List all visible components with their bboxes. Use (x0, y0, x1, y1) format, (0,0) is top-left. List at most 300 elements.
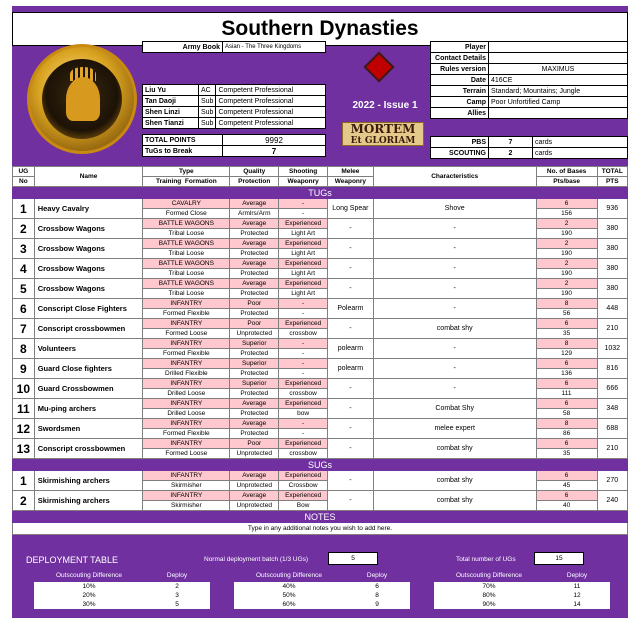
unit-total: 666 (597, 379, 627, 399)
unit-bases: 6 (536, 491, 597, 501)
unit-total: 210 (597, 319, 627, 339)
tugs-to-break-value: 7 (223, 146, 326, 157)
pbs-unit: cards (533, 137, 628, 148)
commander-type[interactable]: Sub (199, 96, 216, 107)
unit-melee: - (328, 379, 374, 399)
unit-total: 270 (597, 471, 627, 491)
unit-number: 12 (13, 419, 35, 439)
unit-bases: 6 (536, 359, 597, 369)
unit-melee: - (328, 239, 374, 259)
unit-quality: Average (230, 259, 279, 269)
notes-section-label: NOTES (13, 511, 628, 523)
deployment-row (34, 582, 210, 591)
unit-type: INFANTRY (143, 339, 230, 349)
notes-input[interactable]: Type in any additional notes you wish to add here. (13, 523, 628, 535)
unit-characteristics: - (373, 239, 536, 259)
camp-label: Camp (431, 97, 489, 108)
unit-row (13, 339, 628, 349)
unit-points-per-base: 56 (536, 309, 597, 319)
unit-number: 2 (13, 491, 35, 511)
deployment-block (34, 572, 210, 609)
deploy-header: Deploy (566, 572, 588, 579)
unit-quality: Average (230, 471, 279, 481)
unit-melee: - (328, 471, 374, 491)
unit-points-per-base: 40 (536, 501, 597, 511)
deployment-row (434, 591, 610, 600)
unit-row (13, 379, 628, 389)
unit-training: Formed Flexible (143, 309, 230, 319)
unit-weaponry: crossbow (279, 389, 328, 399)
unit-training: Tribal Loose (143, 229, 230, 239)
unit-training: Tribal Loose (143, 269, 230, 279)
allies-value[interactable] (489, 108, 628, 119)
outscouting-header: Outscouting Difference (256, 572, 322, 579)
unit-type: INFANTRY (143, 319, 230, 329)
unit-row (13, 219, 628, 229)
outscouting-value: 20% (34, 591, 144, 600)
header-quality: Quality (230, 167, 279, 177)
unit-shooting: Experienced (279, 219, 328, 229)
totals-table (142, 134, 326, 157)
unit-melee: - (328, 491, 374, 511)
unit-name: Crossbow Wagons (34, 239, 143, 259)
unit-total: 448 (597, 299, 627, 319)
tugs-section-label: TUGs (13, 187, 628, 199)
header-type: Type (143, 167, 230, 177)
commander-name[interactable]: Tan Daoji (143, 96, 199, 107)
unit-training: Skirmisher (143, 501, 230, 511)
commander-quality[interactable]: Competent Professional (216, 85, 326, 96)
commander-name[interactable]: Shen Tianzi (143, 118, 199, 129)
unit-weaponry: crossbow (279, 449, 328, 459)
unit-protection: Protected (230, 429, 279, 439)
commanders-table (142, 84, 326, 129)
contact-value[interactable] (489, 53, 628, 64)
unit-protection: Protected (230, 409, 279, 419)
terrain-value[interactable]: Standard; Mountains; Jungle (489, 86, 628, 97)
unit-name: Crossbow Wagons (34, 219, 143, 239)
total-points-label: TOTAL POINTS (143, 135, 223, 146)
notes-row (13, 523, 628, 535)
unit-number: 10 (13, 379, 35, 399)
unit-weaponry: Light Art (279, 249, 328, 259)
unit-points-per-base: 58 (536, 409, 597, 419)
tugs-section-row (13, 187, 628, 199)
deployment-block (434, 572, 610, 609)
outscouting-value: 90% (434, 600, 544, 609)
unit-total: 380 (597, 219, 627, 239)
unit-protection: Unprotected (230, 501, 279, 511)
unit-name: Volunteers (34, 339, 143, 359)
commander-quality[interactable]: Competent Professional (216, 96, 326, 107)
deployment-row (434, 600, 610, 609)
unit-quality: Average (230, 399, 279, 409)
unit-shooting: Experienced (279, 259, 328, 269)
unit-row (13, 491, 628, 501)
deploy-value: 2 (144, 582, 210, 591)
allies-label: Allies (431, 108, 489, 119)
deploy-value: 8 (344, 591, 410, 600)
unit-bases: 2 (536, 279, 597, 289)
spartan-helmet-logo-icon (27, 44, 137, 154)
unit-training: Drilled Loose (143, 409, 230, 419)
table-header-row (13, 167, 628, 177)
commander-row (143, 96, 326, 107)
unit-weaponry: Light Art (279, 289, 328, 299)
player-value[interactable] (489, 42, 628, 53)
unit-type: INFANTRY (143, 359, 230, 369)
sugs-section-row (13, 459, 628, 471)
unit-shooting: - (279, 199, 328, 209)
deployment-batch-label: Normal deployment batch (1/3 UGs) (204, 556, 309, 563)
deploy-value: 12 (544, 591, 610, 600)
deployment-row (234, 591, 410, 600)
unit-row (13, 399, 628, 409)
unit-characteristics: Shove (373, 199, 536, 219)
unit-type: INFANTRY (143, 379, 230, 389)
unit-bases: 2 (536, 219, 597, 229)
unit-characteristics: - (373, 339, 536, 359)
unit-quality: Poor (230, 439, 279, 449)
unit-bases: 6 (536, 439, 597, 449)
unit-quality: Average (230, 199, 279, 209)
deployment-row (234, 582, 410, 591)
unit-bases: 2 (536, 239, 597, 249)
unit-name: Guard Crossbowmen (34, 379, 143, 399)
unit-protection: Armlrs/Arm (230, 209, 279, 219)
unit-characteristics: combat shy (373, 491, 536, 511)
unit-protection: Unprotected (230, 329, 279, 339)
unit-points-per-base: 136 (536, 369, 597, 379)
unit-row (13, 299, 628, 309)
unit-points-per-base: 86 (536, 429, 597, 439)
unit-characteristics: combat shy (373, 319, 536, 339)
unit-melee: Long Spear (328, 199, 374, 219)
header-formation: Formation (184, 178, 217, 185)
commander-name[interactable]: Liu Yu (143, 85, 199, 96)
unit-row (13, 279, 628, 289)
deployment-row (34, 591, 210, 600)
unit-characteristics: - (373, 359, 536, 379)
unit-protection: Protected (230, 229, 279, 239)
unit-training: Tribal Loose (143, 289, 230, 299)
unit-characteristics: - (373, 279, 536, 299)
unit-protection: Protected (230, 349, 279, 359)
unit-quality: Superior (230, 379, 279, 389)
header-melee: Melee (328, 167, 374, 177)
unit-number: 13 (13, 439, 35, 459)
unit-number: 6 (13, 299, 35, 319)
unit-type: BATTLE WAGONS (143, 259, 230, 269)
unit-training: Formed Close (143, 209, 230, 219)
unit-quality: Average (230, 239, 279, 249)
unit-bases: 6 (536, 399, 597, 409)
unit-melee: - (328, 319, 374, 339)
unit-weaponry: - (279, 369, 328, 379)
unit-characteristics: melee expert (373, 419, 536, 439)
commander-type[interactable]: Sub (199, 118, 216, 129)
outscouting-value: 10% (34, 582, 144, 591)
army-sheet (12, 6, 628, 618)
unit-row (13, 319, 628, 329)
header-bases: No. of Bases (536, 167, 597, 177)
unit-protection: Protected (230, 369, 279, 379)
unit-melee: polearm (328, 339, 374, 359)
unit-melee: - (328, 439, 374, 459)
unit-characteristics: combat shy (373, 439, 536, 459)
unit-points-per-base: 156 (536, 209, 597, 219)
unit-type: BATTLE WAGONS (143, 219, 230, 229)
outscouting-value: 80% (434, 591, 544, 600)
header-protection: Protection (230, 177, 279, 187)
unit-name: Conscript Close Fighters (34, 299, 143, 319)
unit-characteristics: - (373, 379, 536, 399)
date-label: Date (431, 75, 489, 86)
unit-shooting: - (279, 299, 328, 309)
unit-protection: Unprotected (230, 481, 279, 491)
unit-characteristics: - (373, 219, 536, 239)
unit-number: 2 (13, 219, 35, 239)
header-pts: PTS (597, 177, 627, 187)
deployment-row (234, 600, 410, 609)
unit-type: INFANTRY (143, 471, 230, 481)
army-info-table (142, 41, 326, 53)
unit-quality: Superior (230, 339, 279, 349)
unit-points-per-base: 45 (536, 481, 597, 491)
unit-number: 1 (13, 199, 35, 219)
army-book-value[interactable]: Asian - The Three Kingdoms (223, 42, 326, 53)
unit-weaponry: crossbow (279, 329, 328, 339)
unit-shooting: - (279, 359, 328, 369)
outscouting-value: 70% (434, 582, 544, 591)
unit-protection: Protected (230, 289, 279, 299)
unit-total: 936 (597, 199, 627, 219)
unit-total: 380 (597, 239, 627, 259)
sugs-section-label: SUGs (13, 459, 628, 471)
contact-label: Contact Details (431, 53, 489, 64)
unit-quality: Average (230, 491, 279, 501)
unit-weaponry: - (279, 309, 328, 319)
unit-name: Swordsmen (34, 419, 143, 439)
total-ugs-label: Total number of UGs (456, 556, 516, 563)
outscouting-value: 50% (234, 591, 344, 600)
unit-bases: 8 (536, 299, 597, 309)
unit-name: Conscript crossbowmen (34, 439, 143, 459)
unit-total: 240 (597, 491, 627, 511)
unit-melee: - (328, 279, 374, 299)
unit-weaponry: - (279, 209, 328, 219)
date-value[interactable]: 416CE (489, 75, 628, 86)
deploy-value: 14 (544, 600, 610, 609)
unit-total: 816 (597, 359, 627, 379)
unit-bases: 2 (536, 259, 597, 269)
deploy-header: Deploy (166, 572, 188, 579)
unit-row (13, 259, 628, 269)
pbs-scouting-table (430, 136, 628, 159)
unit-total: 210 (597, 439, 627, 459)
unit-quality: Superior (230, 359, 279, 369)
unit-weaponry: bow (279, 409, 328, 419)
unit-protection: Unprotected (230, 449, 279, 459)
unit-melee: polearm (328, 359, 374, 379)
unit-number: 1 (13, 471, 35, 491)
unit-type: INFANTRY (143, 299, 230, 309)
unit-training: Formed Flexible (143, 429, 230, 439)
unit-points-per-base: 190 (536, 229, 597, 239)
deployment-row (34, 600, 210, 609)
unit-points-per-base: 190 (536, 269, 597, 279)
unit-total: 380 (597, 279, 627, 299)
deploy-value: 11 (544, 582, 610, 591)
unit-shooting: Experienced (279, 491, 328, 501)
unit-weaponry: Light Art (279, 269, 328, 279)
deployment-row (434, 582, 610, 591)
unit-characteristics: - (373, 299, 536, 319)
commander-type[interactable]: Sub (199, 107, 216, 118)
scouting-unit: cards (533, 148, 628, 159)
header-name: Name (34, 167, 143, 187)
unit-number: 4 (13, 259, 35, 279)
header-shooting: Shooting (279, 167, 328, 177)
header-ptsbase: Pts/base (536, 177, 597, 187)
unit-shooting: Experienced (279, 439, 328, 449)
unit-type: INFANTRY (143, 419, 230, 429)
total-ugs-value: 15 (534, 552, 584, 565)
header-melee-weaponry: Weaponry (328, 177, 374, 187)
unit-training: Skirmisher (143, 481, 230, 491)
unit-number: 3 (13, 239, 35, 259)
total-points-value: 9992 (223, 135, 326, 146)
unit-row (13, 439, 628, 449)
unit-row (13, 419, 628, 429)
unit-number: 8 (13, 339, 35, 359)
unit-shooting: Experienced (279, 279, 328, 289)
unit-name: Skirmishing archers (34, 471, 143, 491)
unit-shooting: Experienced (279, 319, 328, 329)
emblem-icon (363, 51, 394, 82)
unit-name: Crossbow Wagons (34, 259, 143, 279)
unit-melee: Polearm (328, 299, 374, 319)
rules-value[interactable]: MAXIMUS (489, 64, 628, 75)
unit-bases: 6 (536, 379, 597, 389)
unit-shooting: Experienced (279, 379, 328, 389)
unit-weaponry: - (279, 349, 328, 359)
units-table (12, 166, 628, 535)
unit-name: Guard Close fighters (34, 359, 143, 379)
unit-total: 688 (597, 419, 627, 439)
unit-characteristics: - (373, 259, 536, 279)
unit-protection: Protected (230, 249, 279, 259)
unit-number: 5 (13, 279, 35, 299)
commander-quality[interactable]: Competent Professional (216, 107, 326, 118)
tugs-to-break-label: TuGs to Break (143, 146, 223, 157)
unit-quality: Average (230, 219, 279, 229)
unit-points-per-base: 35 (536, 329, 597, 339)
commander-type[interactable]: AC (199, 85, 216, 96)
unit-protection: Protected (230, 389, 279, 399)
deploy-value: 6 (344, 582, 410, 591)
unit-points-per-base: 35 (536, 449, 597, 459)
unit-quality: Poor (230, 299, 279, 309)
unit-total: 348 (597, 399, 627, 419)
unit-melee: - (328, 419, 374, 439)
unit-protection: Protected (230, 309, 279, 319)
deployment-batch-value: 5 (328, 552, 378, 565)
issue-label: 2022 - Issue 1 (352, 100, 418, 111)
unit-bases: 8 (536, 419, 597, 429)
commander-name[interactable]: Shen Linzi (143, 107, 199, 118)
unit-row (13, 239, 628, 249)
unit-training: Drilled Loose (143, 389, 230, 399)
header-characteristics: Characteristics (373, 167, 536, 187)
unit-characteristics: Combat Shy (373, 399, 536, 419)
unit-row (13, 471, 628, 481)
scouting-label: SCOUTING (431, 148, 489, 159)
player-label: Player (431, 42, 489, 53)
unit-name: Skirmishing archers (34, 491, 143, 511)
deploy-value: 3 (144, 591, 210, 600)
outscouting-value: 40% (234, 582, 344, 591)
commander-quality[interactable]: Competent Professional (216, 118, 326, 129)
unit-melee: - (328, 259, 374, 279)
commander-row (143, 118, 326, 129)
unit-characteristics: combat shy (373, 471, 536, 491)
unit-weaponry: Bow (279, 501, 328, 511)
unit-type: INFANTRY (143, 399, 230, 409)
unit-bases: 6 (536, 471, 597, 481)
unit-points-per-base: 129 (536, 349, 597, 359)
player-info-table (430, 41, 628, 119)
unit-points-per-base: 190 (536, 289, 597, 299)
unit-quality: Average (230, 419, 279, 429)
unit-melee: - (328, 219, 374, 239)
unit-protection: Protected (230, 269, 279, 279)
commander-row (143, 85, 326, 96)
unit-bases: 8 (536, 339, 597, 349)
unit-shooting: Experienced (279, 399, 328, 409)
unit-total: 1032 (597, 339, 627, 359)
unit-number: 9 (13, 359, 35, 379)
army-book-label: Army Book (143, 42, 223, 53)
header-ug: UG (13, 167, 35, 177)
outscouting-header: Outscouting Difference (456, 572, 522, 579)
unit-row (13, 199, 628, 209)
commander-row (143, 107, 326, 118)
terrain-label: Terrain (431, 86, 489, 97)
header-training-formation (143, 177, 230, 187)
outscouting-value: 60% (234, 600, 344, 609)
header-total: TOTAL (597, 167, 627, 177)
unit-shooting: Experienced (279, 471, 328, 481)
unit-training: Formed Loose (143, 449, 230, 459)
outscouting-value: 30% (34, 600, 144, 609)
unit-quality: Poor (230, 319, 279, 329)
deploy-value: 5 (144, 600, 210, 609)
camp-value[interactable]: Poor Unfortified Camp (489, 97, 628, 108)
unit-melee: - (328, 399, 374, 419)
page-title: Southern Dynasties (12, 12, 628, 46)
unit-points-per-base: 111 (536, 389, 597, 399)
unit-total: 380 (597, 259, 627, 279)
unit-type: BATTLE WAGONS (143, 279, 230, 289)
unit-type: CAVALRY (143, 199, 230, 209)
unit-name: Crossbow Wagons (34, 279, 143, 299)
header-training: Training (155, 178, 182, 185)
unit-name: Conscript crossbowmen (34, 319, 143, 339)
unit-weaponry: - (279, 429, 328, 439)
unit-training: Tribal Loose (143, 249, 230, 259)
pbs-label: PBS (431, 137, 489, 148)
